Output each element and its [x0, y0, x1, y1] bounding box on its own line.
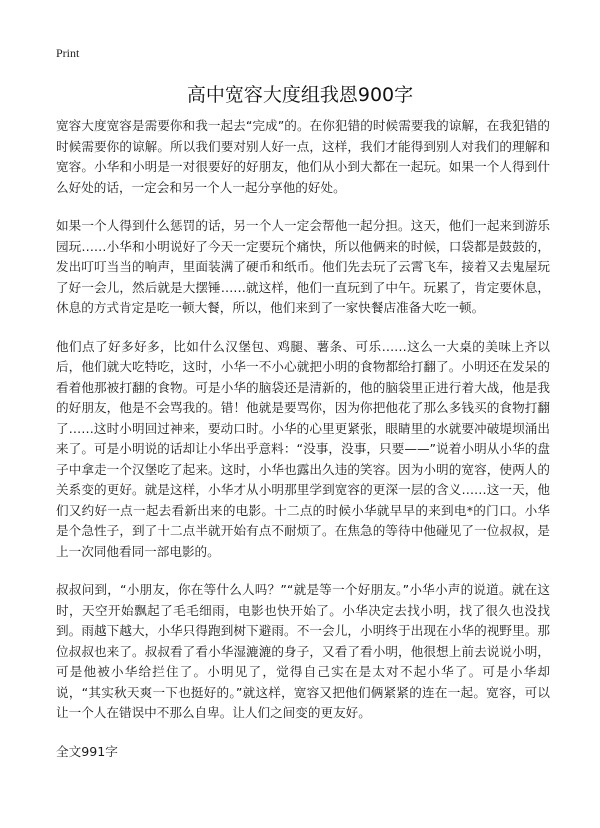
paragraph-1: 宽容大度宽容是需要你和我一起去“完成”的。在你犯错的时候需要我的谅解，在我犯错的时候需要你的谅解。所以我们要对别人好一点，这样，我们才能得到别人对我们的理解和宽容。小华和小明是一对很要好的好朋友，他们从小到大都在一起玩。如果一个人得到什么好处的话，一定会和另一个人一起分享他的好处。 — [56, 118, 550, 195]
print-link[interactable]: Print — [56, 46, 80, 60]
paragraph-3: 他们点了好多好多，比如什么汉堡包、鸡腿、薯条、可乐……这么一大桌的美味上齐以后，他们就大吃特吃，这时，小华一不小心就把小明的食物都给打翻了。小明还在发呆的看着他那被打翻的食物。可是小华的脑袋还是清新的，他的脑袋里正进行着大战，他是我的好朋友，他是不会骂我的。错！他就是要骂你，因为你把他花了那么多钱买的食物打翻了……这时小明回过神来，要动口时。小华的心里更紧张，眼睛里的水就要冲破堤坝涌出来了。可是小明说的话却让小华出乎意料：“没事，没事，只要——”说着小明从小华的盘子中拿走一个汉堡吃了起来。这时，小华也露出久违的笑容。因为小明的宽容，使两人的关系变的更好。就是这样，小华才从小明那里学到宽容的更深一层的含义……这一天，他们又约好一点一起去看新出来的电影。十二点的时候小华就早早的来到电*的门口。小华是个急性子，到了十二点半就开始有点不耐烦了。在焦急的等待中他碰见了一位叔叔，是上一次同他看同一部电影的。 — [56, 338, 550, 559]
page-title: 高中宽容大度组我恩900字 — [186, 84, 414, 106]
article-body — [56, 116, 550, 762]
paragraph-2: 如果一个人得到什么惩罚的话，另一个人一定会帮他一起分担。这天，他们一起来到游乐园玩……小华和小明说好了今天一定要玩个痛快，所以他俩来的时候，口袋都是鼓鼓的，发出叮叮当当的响声，里面装满了硬币和纸币。他们先去玩了云霄飞车，接着又去鬼屋玩了好一会儿，然后就是大摆锤……就这样，他们一直玩到了中午。玩累了，肯定要休息，休息的方式肯定是吃一顿大餐，所以，他们来到了一家快餐店准备大吃一顿。 — [56, 218, 550, 315]
word-count: 全文991字 — [56, 743, 118, 759]
paragraph-4: 叔叔问到，“小朋友，你在等什么人吗？”“就是等一个好朋友。”小华小声的说道。就在这时，天空开始飘起了毛毛细雨，电影也快开始了。小华决定去找小明，找了很久也没找到。雨越下越大，小华只得跑到树下避雨。不一会儿，小明终于出现在小华的视野里。那位叔叔也来了。叔叔看了看小华湿漉漉的身子，又看了看小明，他很想上前去说说小明，可是他被小华给拦住了。小明见了，觉得自己实在是太对不起小华了。可是小华却说，“其实秋天爽一下也挺好的。”就这样，宽容又把他们俩紧紧的连在一起。宽容，可以让一个人在错误中不那么自卑。让人们之间变的更友好。 — [56, 582, 550, 720]
